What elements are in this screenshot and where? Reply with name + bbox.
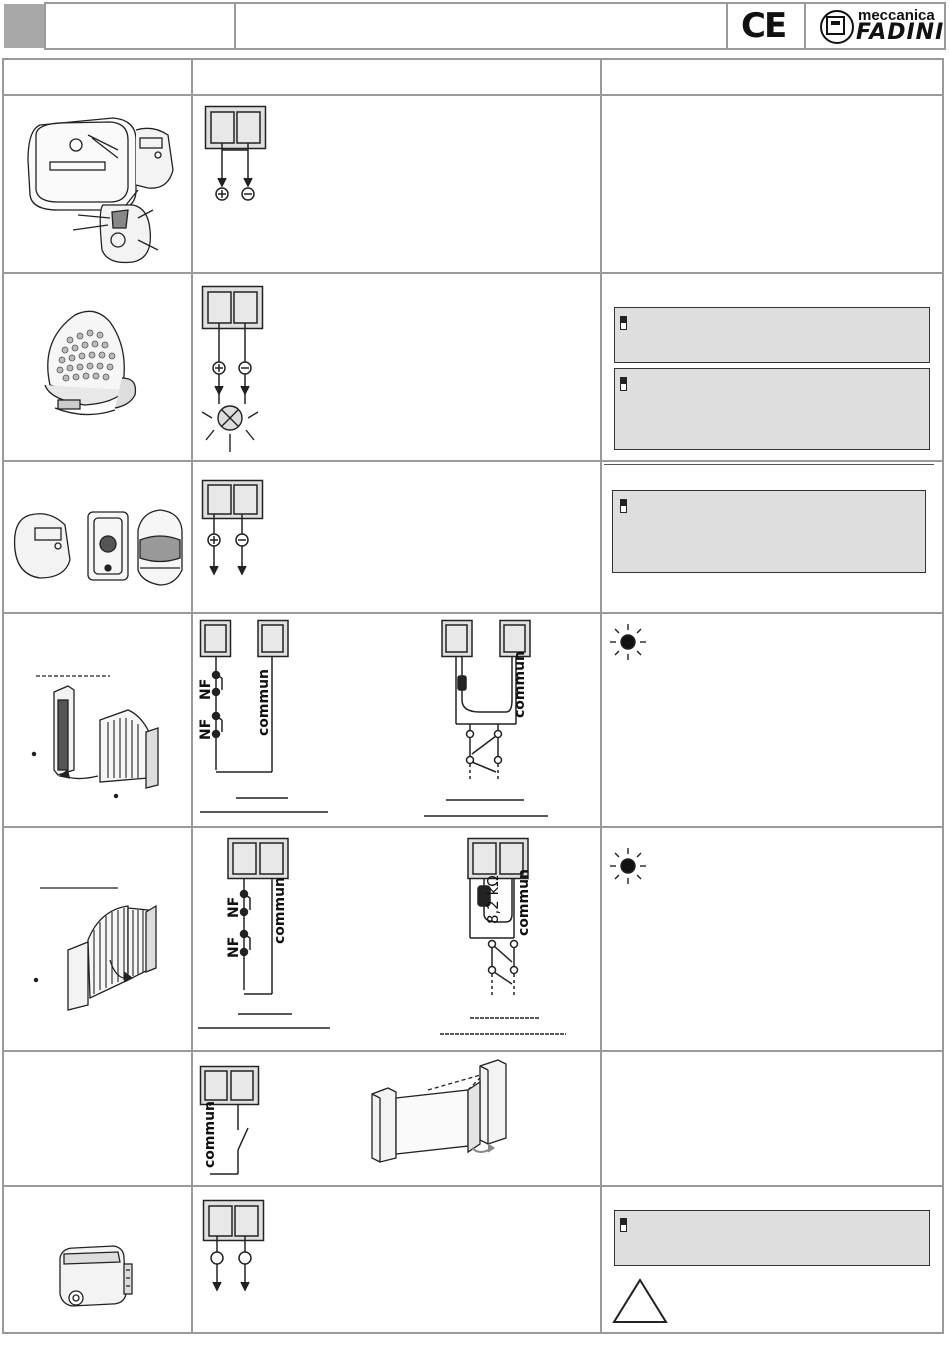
- terminal-block-row3: [202, 480, 272, 580]
- row2-underline: [604, 464, 934, 465]
- warning-triangle-icon: [610, 1276, 670, 1326]
- logo-mark-icon: [826, 16, 846, 36]
- dip-switch-icon: [620, 1218, 627, 1232]
- commun-label: commun: [202, 1100, 218, 1168]
- gate-closing-illustration-icon: [28, 670, 188, 810]
- logo-fadini-text: FADINI: [856, 20, 945, 45]
- nf-label: NF: [226, 896, 242, 918]
- settings-panel-row3: [612, 490, 926, 573]
- column-divider-1: [191, 58, 193, 1334]
- row-divider-6: [2, 1185, 944, 1187]
- dip-switch-icon: [620, 316, 627, 330]
- terminal-block-row7: [203, 1200, 273, 1300]
- lamp-icon: [200, 390, 270, 460]
- row-divider-3: [2, 612, 944, 614]
- column-divider-2: [600, 58, 602, 1334]
- resistor-value-label: 8,2 kΩ: [484, 875, 502, 924]
- receiver-illustration-icon: [18, 110, 188, 270]
- settings-panel-row2-b: [614, 368, 930, 450]
- commun-label: commun: [272, 876, 288, 944]
- sliding-gate-illustration-icon: [368, 1058, 528, 1168]
- gate-opening-illustration-icon: [28, 880, 188, 1020]
- electric-lock-illustration-icon: [50, 1240, 140, 1320]
- dip-switch-icon: [620, 377, 627, 391]
- flashing-lamp-illustration-icon: [30, 300, 160, 430]
- commun-label: commun: [516, 868, 532, 936]
- terminal-block-row1: [205, 106, 275, 206]
- logo-meccanica-text: meccanica: [858, 7, 935, 24]
- sun-icon: [608, 622, 648, 662]
- row-divider-4: [2, 826, 944, 828]
- nf-label: NF: [198, 718, 214, 740]
- nf-label: NF: [198, 678, 214, 700]
- sun-icon: [608, 846, 648, 886]
- dip-switch-icon: [620, 499, 627, 513]
- wiring-resistor-row4: [420, 620, 560, 820]
- row-divider-1: [2, 272, 944, 274]
- commun-label: commun: [512, 650, 528, 718]
- settings-panel-row7: [614, 1210, 930, 1266]
- accessories-illustration-icon: [10, 500, 190, 595]
- header-corner-block: [4, 4, 46, 48]
- commun-label: commun: [256, 668, 272, 736]
- row-divider-5: [2, 1050, 944, 1052]
- ce-mark: CE: [741, 6, 786, 46]
- wiring-resistor-row5: [440, 838, 580, 1038]
- row-divider-2: [2, 460, 944, 462]
- header-title-box: [44, 2, 236, 50]
- table-header-divider: [2, 94, 944, 96]
- settings-panel-row2-a: [614, 307, 930, 363]
- wiring-nf-row5: [198, 838, 338, 1038]
- nf-label: NF: [226, 936, 242, 958]
- header-description-box: [234, 2, 728, 50]
